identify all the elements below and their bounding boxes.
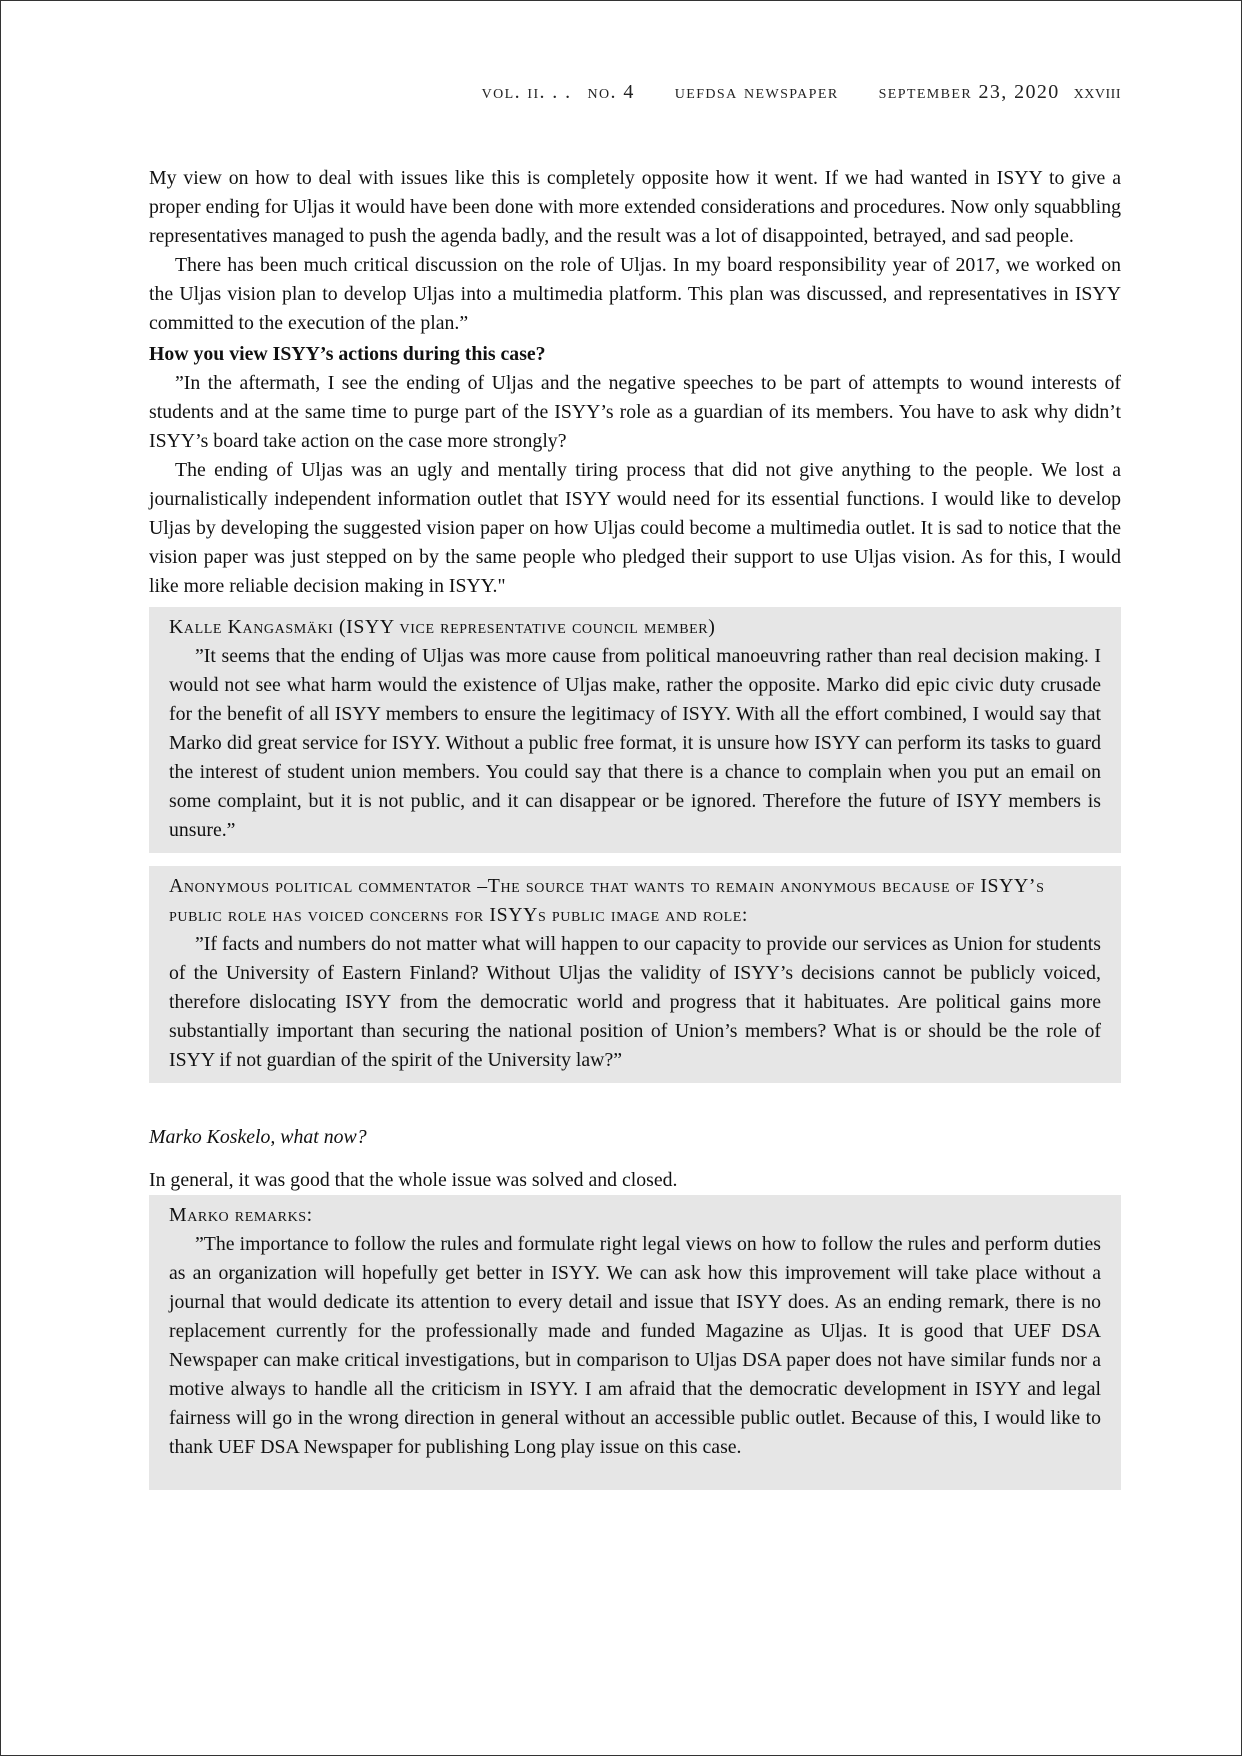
- header-publication: uefdsa newspaper: [674, 81, 839, 103]
- header-volume: vol. ii. . .: [481, 81, 572, 103]
- header-number: no. 4: [587, 81, 635, 103]
- paragraph: The ending of Uljas was an ugly and mentally tiring process that did not give anything to the people. We lost a journalistically independent information outlet that ISYY would need for its essential functions. I would like to develop Uljas by developing the suggested vision paper on how Uljas could become a multimedia outlet. It is sad to notice that the vision paper was just stepped on by the same people who pledged their support to use Uljas vision. As for this, I would like more reliable decision making in ISYY.": [149, 459, 1121, 597]
- quote-box-kalle: [149, 607, 1121, 853]
- quote-attribution: Anonymous political commentator –The source that wants to remain anonymous because of ISYY’s public role has voiced concerns for ISYYs public image and role:: [169, 875, 1045, 926]
- header-date: september 23, 2020: [878, 81, 1060, 103]
- paragraph: My view on how to deal with issues like this is completely opposite how it went. If we had wanted in ISYY to give a proper ending for Uljas it would have been done with more extended considerations and procedures. Now only squabbling representatives managed to push the agenda badly, and the result was a lot of disappointed, betrayed, and sad people.: [149, 167, 1121, 247]
- quote-text: ”If facts and numbers do not matter what will happen to our capacity to provide our services as Union for students of the University of Eastern Finland? Without Uljas the validity of ISYY’s decisions cannot be publicly voiced, therefore dislocating ISYY from the democratic world and progress that it habituates. Are political gains more substantially important than securing the national position of Union’s members? What is or should be the role of ISYY if not guardian of the spirit of the University law?”: [169, 933, 1101, 1071]
- quote-box-marko: [149, 1195, 1121, 1490]
- quote-text: ”The importance to follow the rules and formulate right legal views on how to follow the rules and perform duties as an organization will hopefully get better in ISYY. We can ask how this improvement will take place without a journal that would dedicate its attention to every detail and issue that ISYY does. As an ending remark, there is no replacement currently for the professionally made and funded Magazine as Uljas. It is good that UEF DSA Newspaper can make critical investigations, but in comparison to Uljas DSA paper does not have similar funds nor a motive always to handle all the criticism in ISYY. I am afraid that the democratic development in ISYY and legal fairness will go in the wrong direction in general without an accessible public outlet. Because of this, I would like to thank UEF DSA Newspaper for publishing Long play issue on this case.: [169, 1233, 1101, 1458]
- quote-attribution: Marko remarks:: [169, 1204, 313, 1226]
- running-header: [149, 81, 1121, 104]
- paragraph: ”In the aftermath, I see the ending of Uljas and the negative speeches to be part of attempts to wound interests of students and at the same time to purge part of the ISYY’s role as a guardian of its members. You have to ask why didn’t ISYY’s board take action on the case more strongly?: [149, 372, 1121, 452]
- quote-text: ”It seems that the ending of Uljas was more cause from political manoeuvring rather than real decision making. I would not see what harm would the existence of Uljas make, rather the opposite. Marko did epic civic duty crusade for the benefit of all ISYY members to ensure the legitimacy of ISYY. With all the effort combined, I would say that Marko did great service for ISYY. Without a public free format, it is unsure how ISYY can perform its tasks to guard the interest of student union members. You could say that there is a chance to complain when you put an email on some complaint, but it is not public, and it can disappear or be ignored. Therefore the future of ISYY members is unsure.”: [169, 645, 1101, 841]
- quote-box-anonymous: [149, 866, 1121, 1083]
- header-page-number: xxviii: [1073, 81, 1121, 103]
- paragraph: There has been much critical discussion on the role of Uljas. In my board responsibility year of 2017, we worked on the Uljas vision plan to develop Uljas into a multimedia platform. This plan was discussed, and representatives in ISYY committed to the execution of the plan.”: [149, 254, 1121, 334]
- quote-attribution: Kalle Kangasmäki (ISYY vice representative council member): [169, 616, 716, 638]
- interview-question: How you view ISYY’s actions during this case?: [149, 343, 546, 365]
- paragraph: In general, it was good that the whole issue was solved and closed.: [149, 1169, 678, 1191]
- article-body: [149, 164, 1121, 1490]
- section-heading: Marko Koskelo, what now?: [149, 1126, 367, 1148]
